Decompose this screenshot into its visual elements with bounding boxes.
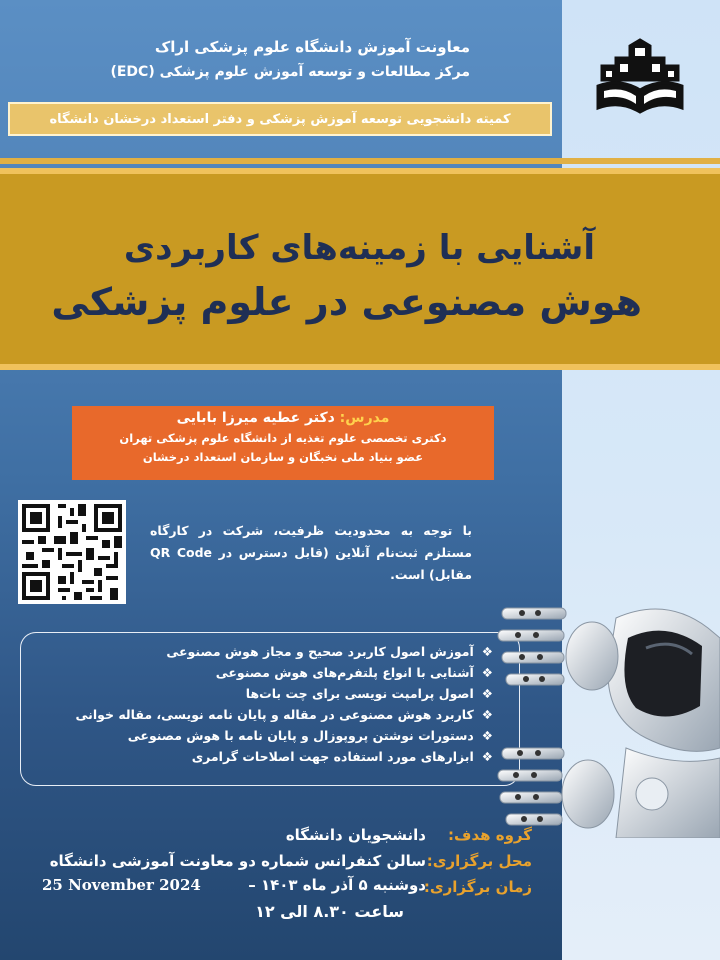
university-logo-icon: [594, 36, 686, 118]
list-item: ❖دستورات نوشتن پروپوزال و پایان نامه با هوش مصنوعی: [21, 725, 493, 746]
topics-list: [21, 641, 493, 767]
list-item: ❖آشنایی با انواع پلتفرم‌های هوش مصنوعی: [21, 662, 493, 683]
bullet-icon: ❖: [481, 686, 493, 701]
target-label: گروه هدف:: [448, 826, 532, 844]
instructor-box: [72, 406, 494, 480]
committee-banner: کمیته دانشجویی توسعه آموزش پزشکی و دفتر استعداد درخشان دانشگاه: [8, 102, 552, 136]
bullet-icon: ❖: [481, 644, 493, 659]
bullet-icon: ❖: [481, 665, 493, 680]
list-item: ❖آموزش اصول کاربرد صحیح و مجاز هوش مصنوعی: [21, 641, 493, 662]
hours-value: ساعت ۸.۳۰ الی ۱۲: [255, 902, 404, 921]
instructor-degree: دکتری تخصصی علوم تغذیه از دانشگاه علوم پزشکی تهران: [119, 431, 447, 445]
time-value: دوشنبه ۵ آذر ماه ۱۴۰۳ –: [248, 876, 426, 894]
list-item: ❖کاربرد هوش مصنوعی در مقاله و پایان نامه نویسی، مقاله خوانی: [21, 704, 493, 725]
topics-box: [20, 632, 520, 786]
header-edc: مرکز مطالعات و توسعه آموزش علوم پزشکی (EDC): [110, 64, 470, 80]
instructor-label: مدرس:: [339, 410, 390, 426]
bullet-icon: ❖: [481, 749, 493, 764]
qr-code-icon[interactable]: [18, 500, 126, 604]
venue-value: سالن کنفرانس شماره دو معاونت آموزشی دانشگاه: [49, 852, 426, 870]
title-line-1: آشنایی با زمینه‌های کاربردی: [123, 228, 595, 268]
venue-label: محل برگزاری:: [426, 852, 532, 870]
instructor-name: دکتر عطیه میرزا بابایی: [176, 410, 335, 426]
bullet-icon: ❖: [481, 707, 493, 722]
target-value: دانشجویان دانشگاه: [285, 826, 426, 844]
time-label: زمان برگزاری:: [423, 878, 532, 896]
title-line-2: هوش مصنوعی در علوم پزشکی: [51, 280, 642, 324]
robot-illustration: [496, 598, 720, 838]
instructor-membership: عضو بنیاد ملی نخبگان و سازمان استعداد درخشان: [142, 450, 424, 464]
header-university: معاونت آموزش دانشگاه علوم پزشکی اراک: [154, 38, 470, 56]
registration-note: با توجه به محدودیت ظرفیت، شرکت در کارگاه مستلزم ثبت‌نام آنلاین (قابل دسترس در QR Code مقابل) است.: [150, 523, 472, 582]
bullet-icon: ❖: [481, 728, 493, 743]
list-item: ❖اصول پرامپت نویسی برای چت بات‌ها: [21, 683, 493, 704]
date-english: 25 November 2024: [42, 876, 201, 894]
list-item: ❖ابزارهای مورد استفاده جهت اصلاحات گرامری: [21, 746, 493, 767]
title-band: [0, 168, 720, 370]
